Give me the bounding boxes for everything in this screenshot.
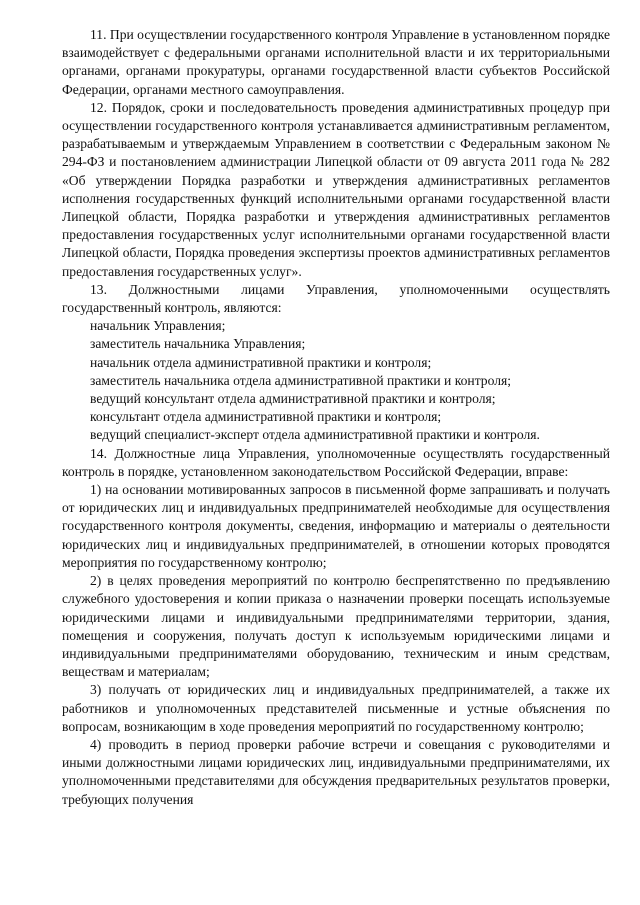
paragraph-12: 12. Порядок, сроки и последовательность проведения административных процедур при осуществлении государственного контроля устанавливается административным регламентом, разрабатываемым и утверждаемым Управлением в соответствии с Федеральным законом № 294-ФЗ и постановлением администрации Липецкой области от 09 августа 2011 года № 282 «Об утверждении Порядка разработки и утверждения административных регламентов исполнения государственных функций исполнительными органами государственной власти Липецкой области, Порядка разработки и утверждения административных регламентов предоставления государственных услуг исполнительными органами государственной власти Липецкой области, Порядка проведения экспертизы проектов административных регламентов предоставления государственных услуг». <box>62 99 610 279</box>
paragraph-14-item-1: 1) на основании мотивированных запросов в письменной форме запрашивать и получать от юридических лиц и индивидуальных предпринимателей необходимые для осуществления государственного контроля документы, сведения, информацию и материалы о деятельности юридических лиц и индивидуальных предпринимателей, в отношении которых проводятся мероприятия по государственному контролю; <box>62 482 610 570</box>
list-item: начальник отдела административной практики и контроля; <box>90 354 432 370</box>
document-page <box>62 26 610 809</box>
paragraph-14-item-2: 2) в целях проведения мероприятий по контролю беспрепятственно по предъявлению служебного удостоверения и копии приказа о назначении проверки посещать используемые юридическими лицами и индивидуальными предпринимателями территории, здания, помещения и сооружения, получать доступ к используемым юридическими лицами и индивидуальными предпринимателями оборудованию, техническим и иным средствам, веществам и материалам; <box>62 573 610 680</box>
paragraph-14: 14. Должностные лица Управления, уполномоченные осуществлять государственный контроль в порядке, установленном законодательством Российской Федерации, вправе: <box>62 445 610 479</box>
list-item: заместитель начальника Управления; <box>90 336 306 352</box>
list-item: ведущий консультант отдела административной практики и контроля; <box>90 391 496 407</box>
list-item: заместитель начальника отдела административной практики и контроля; <box>90 372 512 388</box>
list-item: консультант отдела административной практики и контроля; <box>90 409 442 425</box>
list-item: начальник Управления; <box>90 318 226 334</box>
officials-list <box>62 317 610 444</box>
paragraph-13: 13. Должностными лицами Управления, уполномоченными осуществлять государственный контроль, являются: <box>62 281 610 316</box>
paragraph-14-item-4: 4) проводить в период проверки рабочие встречи и совещания с руководителями и иными должностными лицами юридических лиц, индивидуальными предпринимателями, их уполномоченными представителями для обсуждения предварительных результатов проверки, требующих получения <box>62 736 610 807</box>
paragraph-11: 11. При осуществлении государственного контроля Управление в установленном порядке взаимодействует с федеральными органами исполнительной власти и их территориальными органами, органами прокуратуры, органами государственной власти субъектов Российской Федерации, органами местного самоуправления. <box>62 27 610 97</box>
paragraph-14-item-3: 3) получать от юридических лиц и индивидуальных предпринимателей, а также их работников и уполномоченных представителей письменные и устные объяснения по вопросам, возникающим в ходе проведения мероприятий по государственному контролю; <box>62 682 610 734</box>
list-item: ведущий специалист-эксперт отдела административной практики и контроля. <box>90 427 540 443</box>
